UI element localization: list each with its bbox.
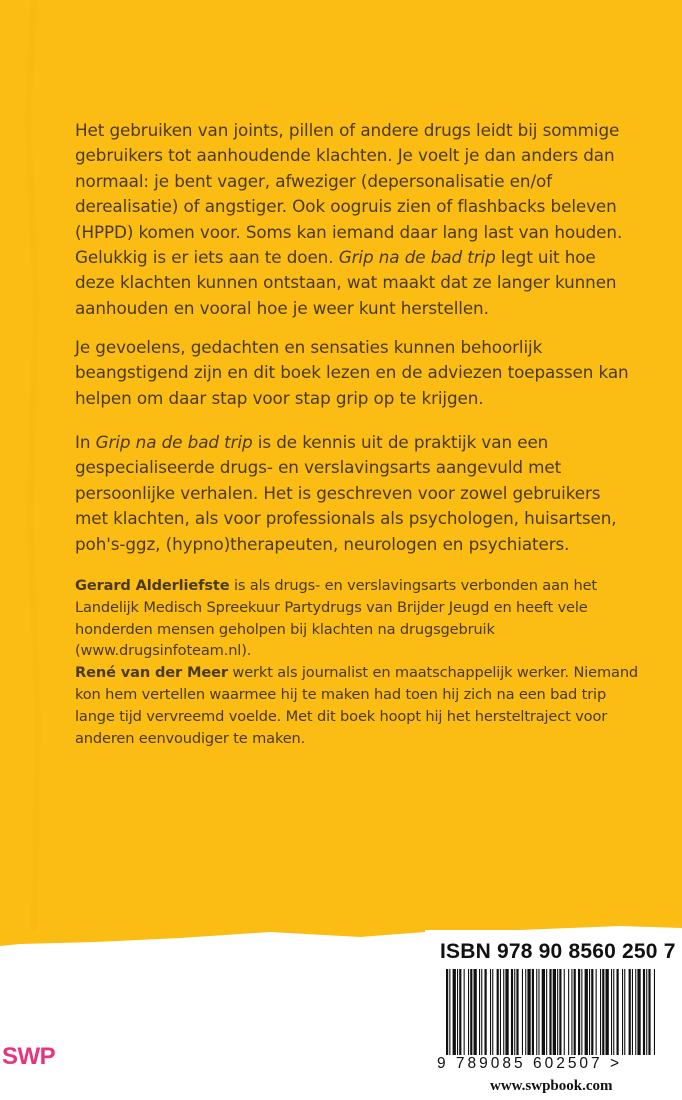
barcode-bar	[527, 969, 530, 1055]
barcode-bar	[536, 969, 537, 1055]
barcode-digits: 9 789085 602507 >	[437, 1055, 623, 1072]
intro-text-start: Het gebruiken van joints, pillen of andere drugs leidt bij sommige gebruikers tot aanhoudende klachten. Je voelt je dan anders dan normaal: je bent vager, afweziger (depersonalisatie en/of derealisatie) of angstiger. Ook oogruis zien of flashbacks beleven (HPPD) komen voor. Soms kan iemand daar lang last van houden. Gelukkig is er iets aan te doen.	[75, 120, 623, 268]
author-bios	[75, 575, 640, 749]
barcode-bar	[646, 969, 647, 1055]
barcode-bar	[468, 969, 469, 1055]
barcode-bar	[542, 969, 545, 1055]
barcode-bar	[624, 969, 625, 1055]
barcode-bar	[538, 969, 539, 1055]
barcode-bar	[546, 969, 547, 1055]
barcode-bar	[585, 969, 588, 1055]
intro-paragraph	[75, 118, 635, 321]
barcode-bar	[514, 969, 515, 1055]
barcode-bar	[553, 969, 556, 1055]
barcode-bar	[525, 969, 526, 1055]
author1-bio: is als drugs- en verslavingsarts verbonden aan het Landelijk Medisch Spreekuur Partydrugs van Brijder Jeugd en heeft vele honderden mensen geholpen bij klachten na drugsgebruik (www.drugsinfoteam.nl).	[75, 577, 597, 660]
barcode-bar	[459, 969, 461, 1055]
barcode-bar	[497, 969, 499, 1055]
barcode-bar	[503, 969, 504, 1055]
barcode-bar	[571, 969, 572, 1055]
barcode-bar	[532, 969, 534, 1055]
barcode-bar	[470, 969, 472, 1055]
barcode-bar	[613, 969, 614, 1055]
barcode-bar	[490, 969, 491, 1055]
barcode-image	[446, 969, 658, 1055]
author1-name: Gerard Alderliefste	[75, 577, 230, 594]
barcode-bar	[629, 969, 631, 1055]
barcode-bar	[602, 969, 604, 1055]
feelings-paragraph: Je gevoelens, gedachten en sensaties kunnen behoorlijk beangstigend zijn en dit boek lezen en de adviezen toepassen kan helpen om daar stap voor stap grip op te krijgen.	[75, 337, 629, 408]
author2-name: René van der Meer	[75, 664, 228, 682]
barcode-bar	[591, 969, 593, 1055]
barcode-bar	[643, 969, 645, 1055]
barcode-bar	[654, 969, 655, 1055]
barcode-bar	[549, 969, 551, 1055]
barcode-bar	[596, 969, 597, 1055]
knowledge-text-start: In	[75, 432, 96, 452]
author2-bio: werkt als journalist en maatschappelijk werker. Niemand kon hem vertellen waarmee hij te maken had toen hij zich na een bad trip lange tijd vervreemd voelde. Met dit boek hoopt hij het hersteltraject voor anderen eenvoudiger te maken.	[75, 664, 639, 747]
barcode-bar	[511, 969, 513, 1055]
barcode-bar	[446, 969, 448, 1055]
barcode-bar	[578, 969, 580, 1055]
barcode-bar	[637, 969, 640, 1055]
barcode-bar	[581, 969, 582, 1055]
publisher-logo: SWP	[2, 1043, 56, 1070]
knowledge-paragraph	[75, 430, 635, 557]
knowledge-text-end: is de kennis uit de praktijk van een gespecialiseerde drugs- en verslavingsarts aangevuld met persoonlijke verhalen. Het is geschreven voor zowel gebruikers met klachten, als voor professionals als psychologen, huisartsen, poh's-ggz, (hypno)therapeuten, neurologen en psychiaters.	[75, 432, 617, 554]
barcode-bar	[505, 969, 508, 1055]
intro-text-end: legt uit hoe deze klachten kunnen ontstaan, wat maakt dat ze langer kunnen aanhouden en vooral hoe je weer kunt herstellen.	[75, 247, 617, 318]
barcode-bar	[557, 969, 558, 1055]
barcode-bar	[449, 969, 450, 1055]
barcode-bar	[516, 969, 518, 1055]
barcode-bar	[564, 969, 565, 1055]
barcode-bar	[635, 969, 636, 1055]
barcode-bar	[568, 969, 569, 1055]
barcode-bar	[589, 969, 590, 1055]
barcode-bar	[600, 969, 601, 1055]
barcode-bar	[479, 969, 480, 1055]
barcode-bar	[574, 969, 576, 1055]
book-title-italic: Grip na de bad trip	[95, 432, 253, 452]
barcode-bar	[453, 969, 456, 1055]
barcode-bar	[632, 969, 633, 1055]
barcode-bar	[485, 969, 487, 1055]
publisher-website: www.swpbook.com	[490, 1078, 613, 1094]
barcode-bar	[457, 969, 458, 1055]
book-title-italic: Grip na de bad trip	[338, 247, 496, 268]
barcode-bar	[522, 969, 523, 1055]
barcode-bar	[492, 969, 493, 1055]
barcode-bar	[464, 969, 465, 1055]
barcode-bar	[559, 969, 561, 1055]
barcode-bar	[611, 969, 612, 1055]
barcode-bar	[500, 969, 501, 1055]
isbn-label: ISBN 978 90 8560 250 7	[440, 940, 676, 963]
barcode-bar	[617, 969, 619, 1055]
barcode-bar	[606, 969, 609, 1055]
barcode-bar	[481, 969, 482, 1055]
barcode-bar	[474, 969, 477, 1055]
barcode-bar	[648, 969, 650, 1055]
barcode-bar	[622, 969, 623, 1055]
